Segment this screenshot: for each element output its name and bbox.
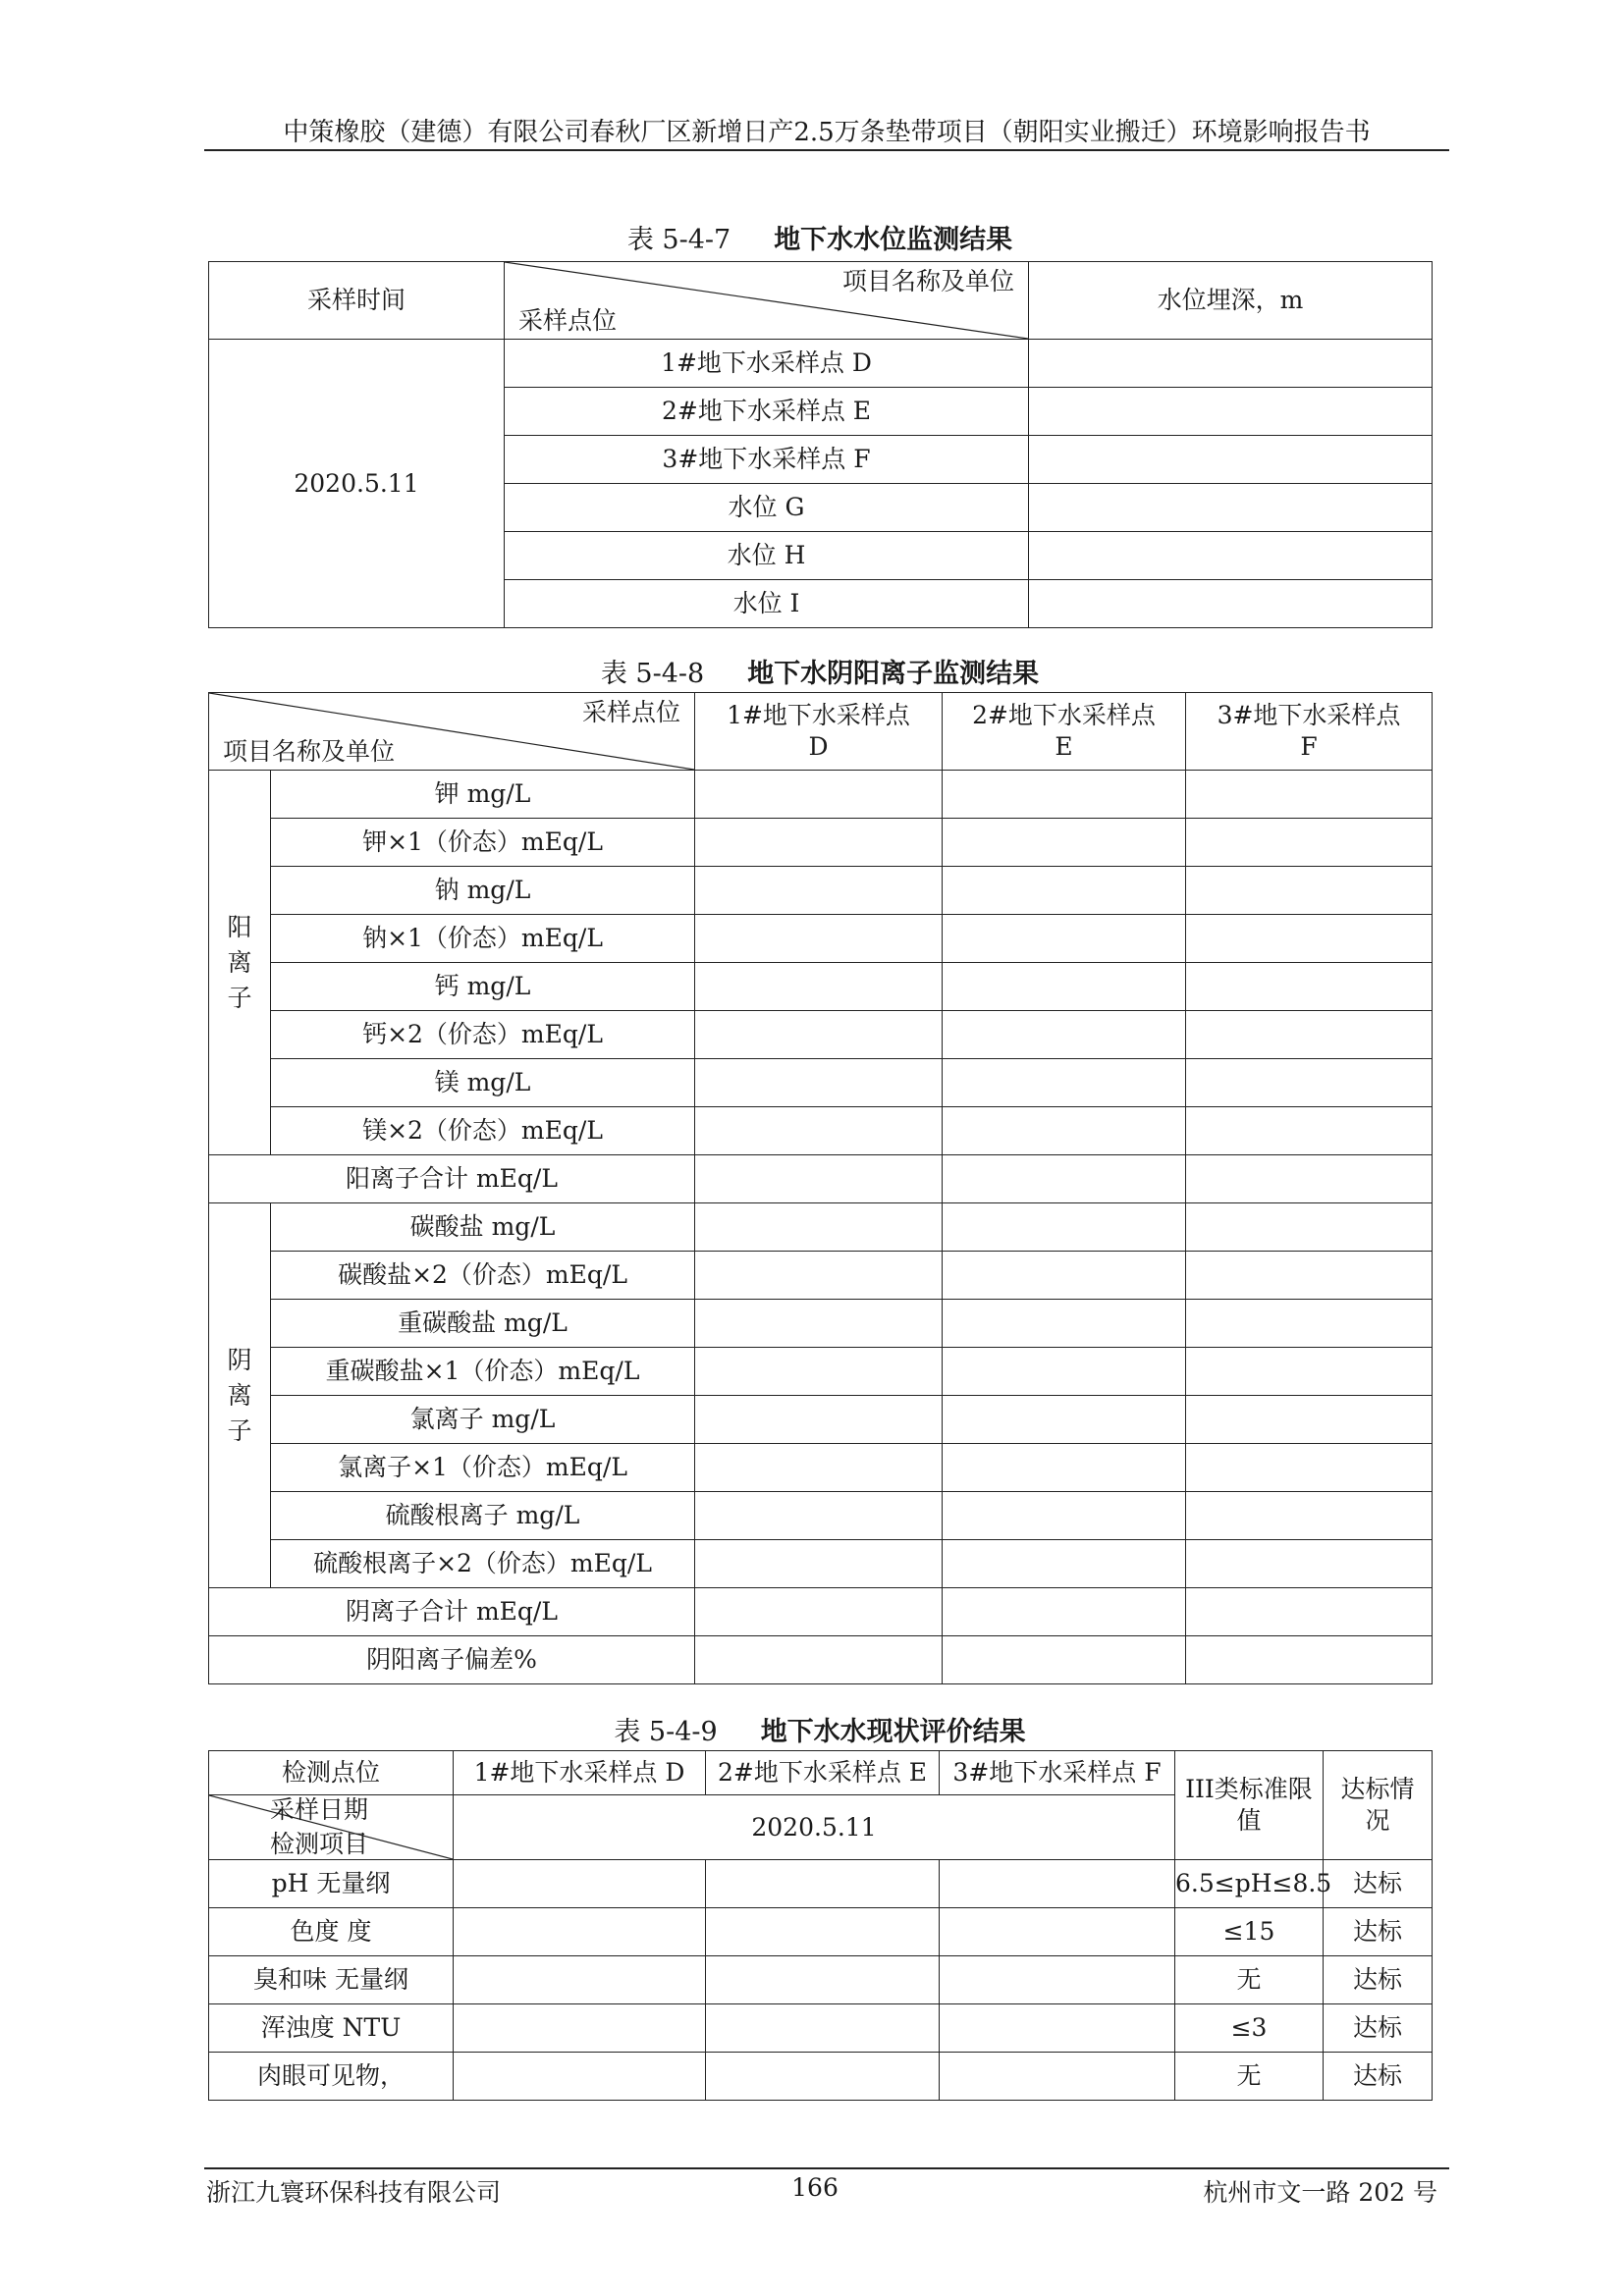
table-cell [943,1636,1186,1684]
table-cell [695,1540,943,1588]
table-row-label: 钠×1（价态）mEq/L [271,915,695,963]
table-cell [695,1300,943,1348]
col-label: 况 [1365,1806,1390,1835]
table-row-label: 镁×2（价态）mEq/L [271,1107,695,1155]
table-cell [695,1155,943,1203]
table2-caption [206,652,1434,690]
compliance-status: 达标 [1324,2004,1433,2053]
col-point-d [695,693,943,771]
table-row-label: 硫酸根离子×2（价态）mEq/L [271,1540,695,1588]
col-sampling-time: 采样时间 [209,262,505,340]
col-point-f: 3#地下水采样点 F [940,1751,1175,1795]
group-char: 离 [227,947,252,977]
table-row-label: 1#地下水采样点 D [505,340,1029,388]
table-cell [695,1203,943,1252]
table-cell [1186,1155,1433,1203]
col-label: 达标情 [1340,1775,1415,1803]
table-cell [1186,1203,1433,1252]
diagonal-header-cell [505,262,1029,340]
table-cell [1186,1540,1433,1588]
table-cell [1186,1396,1433,1444]
compliance-status: 达标 [1324,1860,1433,1908]
table-cell [1186,1636,1433,1684]
col-label: 3#地下水采样点 [1217,701,1401,729]
diag-top-label: 项目名称及单位 [841,267,1014,295]
table-cell [1186,819,1433,867]
table-cell [695,771,943,819]
col-label: 1#地下水采样点 [727,701,910,729]
col-label: D [808,732,829,761]
col-label: 值 [1236,1806,1262,1835]
table-cell [695,1252,943,1300]
col-standard-limit [1175,1751,1324,1860]
table-cell [695,1636,943,1684]
table-cell [706,2053,940,2101]
table-cell [1186,771,1433,819]
table-row-label: 碳酸盐 mg/L [271,1203,695,1252]
table-row-label: 钠 mg/L [271,867,695,915]
table-cell [695,819,943,867]
ion-deviation-label: 阴阳离子偏差% [209,1636,695,1684]
table-row-label: 3#地下水采样点 F [505,436,1029,484]
table-row-label: 臭和味 无量纲 [209,1956,454,2004]
table-cell [943,1492,1186,1540]
table-cell [1186,1107,1433,1155]
table-row-label: 钾×1（价态）mEq/L [271,819,695,867]
table2-number: 表 5-4-8 [600,659,705,689]
table-cell [943,1107,1186,1155]
table-cell [1029,388,1433,436]
diag-bottom-label: 检测项目 [270,1830,369,1858]
col-point-e [943,693,1186,771]
cation-group-label [209,771,271,1155]
table-row-label: 肉眼可见物， [209,2053,454,2101]
group-char: 阳 [227,912,252,941]
table-row-label: 钙 mg/L [271,963,695,1011]
table-cell [943,1300,1186,1348]
table-row-label: 色度 度 [209,1908,454,1956]
table3-title: 地下水水现状评价结果 [760,1717,1026,1747]
table-cell [1029,484,1433,532]
header-rule [204,149,1449,151]
table1-caption [206,218,1434,256]
table-cell [943,1396,1186,1444]
col-point-f [1186,693,1433,771]
table-cell [695,1107,943,1155]
diagonal-header-cell [209,1795,454,1860]
table-cell [1186,1492,1433,1540]
table-cell [943,963,1186,1011]
diag-bottom-label: 项目名称及单位 [223,737,396,766]
table-cell [695,1011,943,1059]
table-row-label: 镁 mg/L [271,1059,695,1107]
table-cell [1186,1588,1433,1636]
table-cell [454,2053,706,2101]
group-char: 子 [227,1415,252,1445]
evaluation-table [208,1750,1433,2101]
col-label: E [1055,732,1073,761]
table3-caption [206,1710,1434,1748]
table-cell [943,1444,1186,1492]
table-cell [695,1444,943,1492]
compliance-status: 达标 [1324,1908,1433,1956]
table-cell [940,1860,1175,1908]
col-water-depth: 水位埋深，m [1029,262,1433,340]
table-cell [695,915,943,963]
table-row-label: 2#地下水采样点 E [505,388,1029,436]
table-cell [943,1588,1186,1636]
col-label: 2#地下水采样点 [972,701,1156,729]
table-row-label: 碳酸盐×2（价态）mEq/L [271,1252,695,1300]
ion-table [208,692,1433,1684]
table-row-label: 重碳酸盐×1（价态）mEq/L [271,1348,695,1396]
table-cell [1186,867,1433,915]
table-cell [454,1956,706,2004]
cation-total-label: 阳离子合计 mEq/L [209,1155,695,1203]
table-cell [943,771,1186,819]
table-cell [1186,1252,1433,1300]
table-cell [706,2004,940,2053]
table-cell [940,1908,1175,1956]
table-cell [1029,340,1433,388]
compliance-status: 达标 [1324,1956,1433,2004]
diag-top-label: 采样日期 [270,1795,369,1824]
table-row-label: 浑浊度 NTU [209,2004,454,2053]
table-cell [943,1155,1186,1203]
group-char: 阴 [227,1345,252,1374]
diag-bottom-label: 采样点位 [518,306,618,335]
col-detection-point: 检测点位 [209,1751,454,1795]
table-cell [1029,580,1433,628]
anion-total-label: 阴离子合计 mEq/L [209,1588,695,1636]
page-number: 166 [791,2173,839,2202]
table-row-label: 重碳酸盐 mg/L [271,1300,695,1348]
table-cell [1186,1444,1433,1492]
table-cell [940,2004,1175,2053]
table-cell [943,1252,1186,1300]
table-row-label: 氯离子×1（价态）mEq/L [271,1444,695,1492]
sampling-date: 2020.5.11 [209,340,505,628]
standard-limit: 6.5≤pH≤8.5 [1175,1860,1324,1908]
table-cell [943,1540,1186,1588]
table-cell [695,963,943,1011]
table-cell [695,1059,943,1107]
table-cell [454,1908,706,1956]
table-row-label: 水位 G [505,484,1029,532]
document-header: 中策橡胶（建德）有限公司春秋厂区新增日产2.5万条垫带项目（朝阳实业搬迁）环境影响报告书 [283,118,1371,147]
standard-limit: 无 [1175,1956,1324,2004]
footer-address: 杭州市文一路 202 号 [1203,2178,1437,2207]
table-cell [940,1956,1175,2004]
group-char: 子 [227,983,252,1012]
col-point-d: 1#地下水采样点 D [454,1751,706,1795]
table-cell [1186,1011,1433,1059]
table-cell [706,1908,940,1956]
table-cell [454,2004,706,2053]
table-cell [695,1396,943,1444]
table-cell [454,1860,706,1908]
table-cell [1029,436,1433,484]
standard-limit: ≤3 [1175,2004,1324,2053]
table-cell [943,867,1186,915]
table-cell [1029,532,1433,580]
table3-number: 表 5-4-9 [614,1717,718,1747]
footer-rule [204,2167,1449,2169]
table-row-label: pH 无量纲 [209,1860,454,1908]
anion-group-label [209,1203,271,1588]
table-cell [943,915,1186,963]
table1-title: 地下水水位监测结果 [774,225,1013,255]
table-cell [1186,1059,1433,1107]
table-cell [706,1860,940,1908]
table-cell [695,1588,943,1636]
water-level-table [208,261,1433,628]
table-cell [695,1348,943,1396]
diagonal-header-cell [209,693,695,771]
table-cell [943,1348,1186,1396]
table-cell [695,867,943,915]
footer-company: 浙江九寰环保科技有限公司 [206,2178,502,2207]
table-cell [943,819,1186,867]
table-cell [695,1492,943,1540]
col-compliance [1324,1751,1433,1860]
table-cell [1186,1348,1433,1396]
table-row-label: 硫酸根离子 mg/L [271,1492,695,1540]
table-row-label: 水位 H [505,532,1029,580]
table-row-label: 钙×2（价态）mEq/L [271,1011,695,1059]
table1-number: 表 5-4-7 [626,225,731,255]
table-cell [943,1059,1186,1107]
table-cell [1186,963,1433,1011]
col-label: III类标准限 [1185,1775,1313,1803]
compliance-status: 达标 [1324,2053,1433,2101]
col-point-e: 2#地下水采样点 E [706,1751,940,1795]
standard-limit: ≤15 [1175,1908,1324,1956]
sampling-date: 2020.5.11 [454,1795,1175,1860]
table-cell [940,2053,1175,2101]
table-cell [706,1956,940,2004]
col-label: F [1300,732,1318,761]
table-cell [1186,915,1433,963]
table-row-label: 钾 mg/L [271,771,695,819]
table-row-label: 氯离子 mg/L [271,1396,695,1444]
table-cell [943,1203,1186,1252]
table2-title: 地下水阴阳离子监测结果 [747,659,1040,689]
standard-limit: 无 [1175,2053,1324,2101]
group-char: 离 [227,1380,252,1410]
table-row-label: 水位 I [505,580,1029,628]
table-cell [1186,1300,1433,1348]
table-cell [943,1011,1186,1059]
diag-top-label: 采样点位 [581,698,680,726]
